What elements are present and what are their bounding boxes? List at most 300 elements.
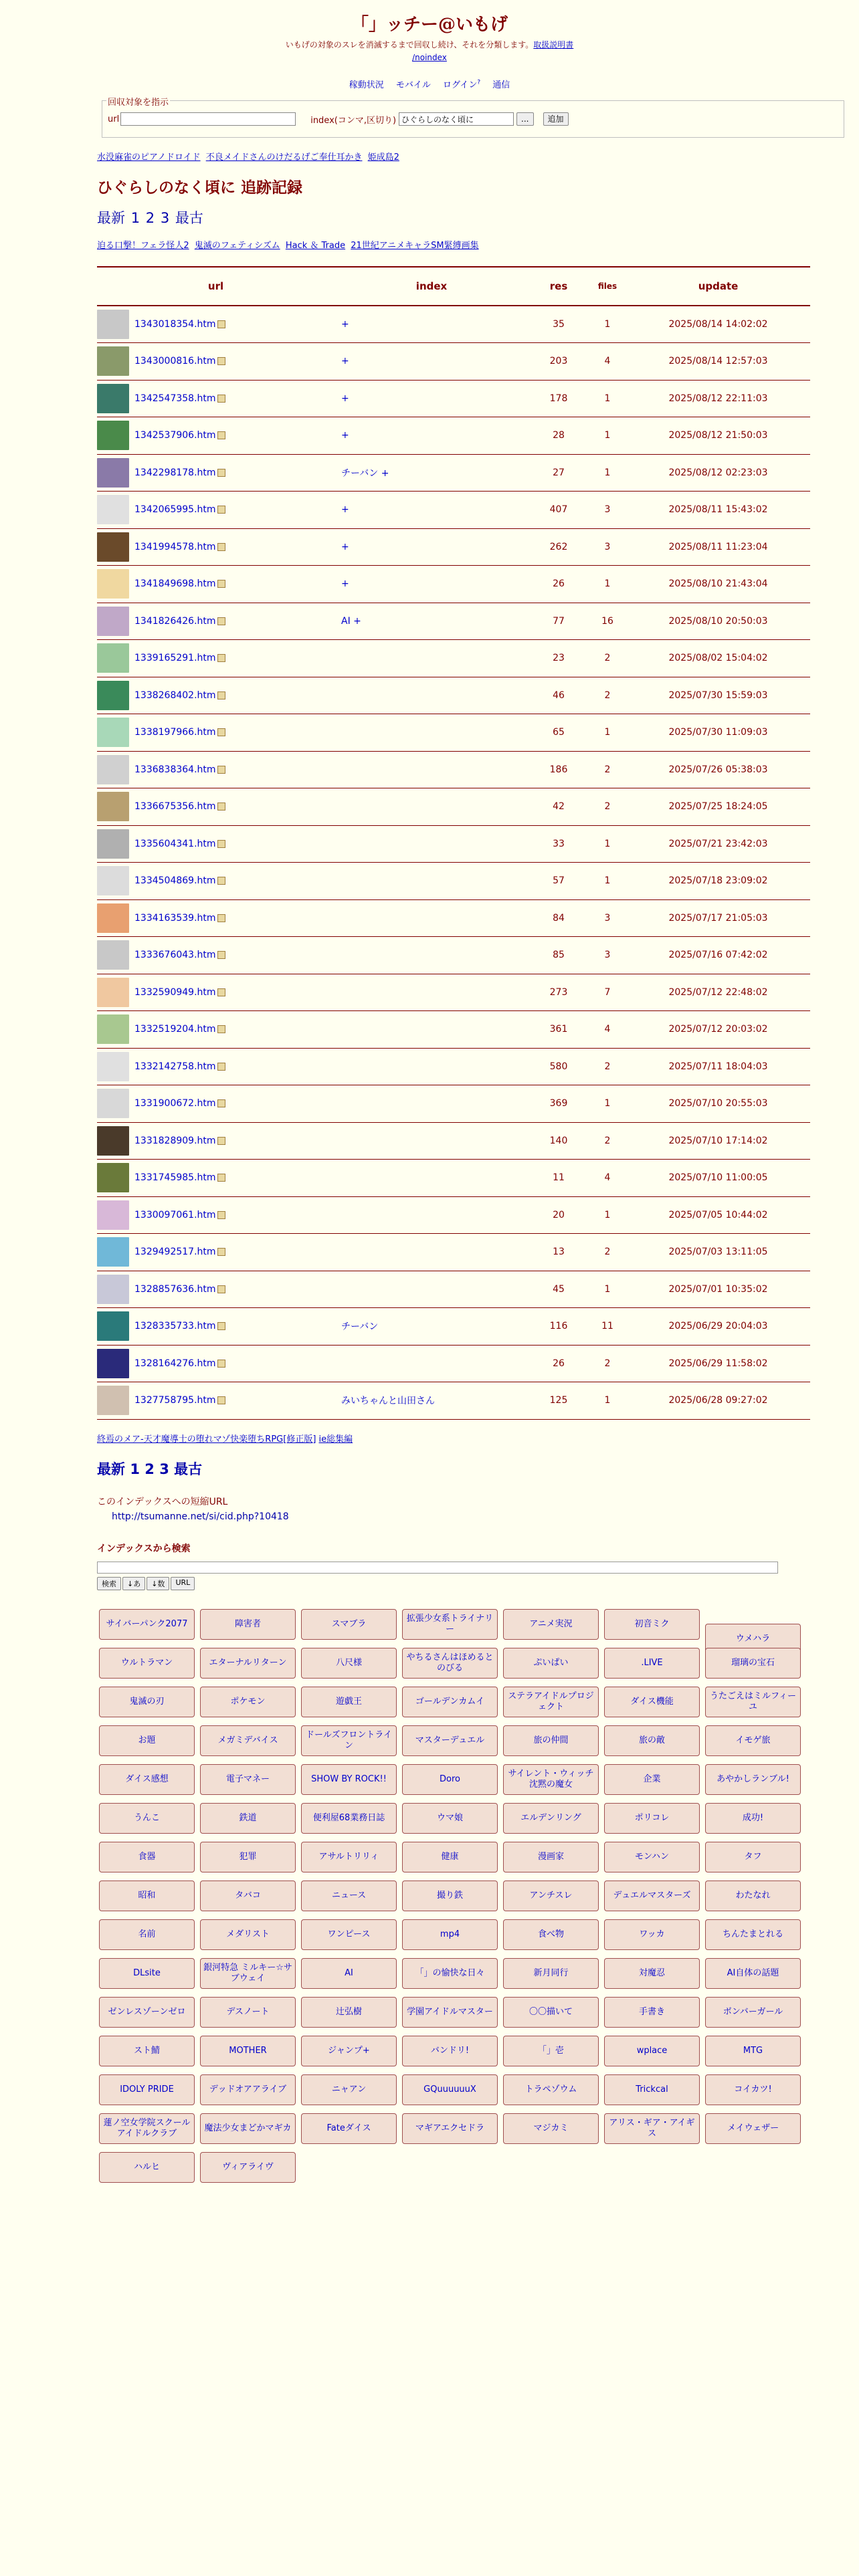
bottom-link[interactable]: 終焉のメア-天才魔導士の堕れマゾ快楽堕ちRPG[修正版] <box>97 1434 316 1444</box>
thread-thumbnail[interactable] <box>97 903 129 933</box>
cell-url <box>97 937 335 974</box>
index-tag-button[interactable]: メガミデバイス <box>200 1725 296 1756</box>
index-tag-button[interactable]: デュエルマスターズ <box>604 1881 700 1911</box>
thread-link[interactable]: 1341849698.htm <box>134 578 216 590</box>
cell-res: 20 <box>529 1196 589 1234</box>
table-row <box>97 899 810 937</box>
tag-link[interactable]: Hack ＆ Trade <box>285 241 346 251</box>
table-body <box>97 306 810 1419</box>
thread-thumbnail[interactable] <box>97 1200 129 1230</box>
archive-icon[interactable] <box>217 1025 225 1033</box>
index-tag-button[interactable]: 蓮ノ空女学院スクールアイドルクラブ <box>99 2113 195 2144</box>
tag-link[interactable]: 迫る口撃！フェラ怪人2 <box>97 241 189 251</box>
index-tag-button[interactable]: 旅の敵 <box>604 1725 700 1756</box>
cell-url <box>97 1011 335 1049</box>
cell-index[interactable] <box>335 1345 529 1382</box>
index-tag-button[interactable]: ワンピース <box>301 1919 397 1950</box>
thread-link[interactable]: 1328335733.htm <box>134 1321 216 1332</box>
thread-link[interactable]: 1336838364.htm <box>134 764 216 775</box>
archive-icon[interactable] <box>217 357 225 365</box>
index-tag-button[interactable]: 昭和 <box>99 1881 195 1911</box>
pager-latest-label: 最新 <box>97 1461 125 1477</box>
nav-login[interactable] <box>443 80 480 90</box>
thread-thumbnail[interactable] <box>97 1237 129 1267</box>
cell-index[interactable]: チーバン <box>335 1308 529 1346</box>
index-tag-button[interactable]: デッドオアアライブ <box>200 2074 296 2105</box>
index-tag-button[interactable]: スト鯖 <box>99 2036 195 2066</box>
index-tag-button[interactable]: ポケモン <box>200 1687 296 1717</box>
thread-link[interactable]: 1334163539.htm <box>134 912 216 924</box>
index-tag-button[interactable]: 手書き <box>604 1997 700 2028</box>
index-tag-button[interactable]: Fateダイス <box>301 2113 397 2144</box>
thread-thumbnail[interactable] <box>97 829 129 859</box>
index-tag-button[interactable]: コイカツ! <box>705 2074 801 2105</box>
cell-index[interactable] <box>335 825 529 863</box>
thread-link[interactable]: 1333676043.htm <box>134 950 216 961</box>
add-button[interactable]: 追加 <box>543 112 569 126</box>
nav-login-label: ログイン <box>443 80 478 90</box>
archive-icon[interactable] <box>217 802 225 811</box>
index-tag-button[interactable]: MOTHER <box>200 2036 296 2066</box>
thread-thumbnail[interactable] <box>97 643 129 673</box>
thread-thumbnail[interactable] <box>97 1386 129 1415</box>
index-tag-button[interactable]: 漫画家 <box>503 1842 599 1872</box>
index-tag-button[interactable]: 電子マネー <box>200 1764 296 1795</box>
archive-icon[interactable] <box>217 1360 225 1368</box>
index-tag-button[interactable]: 食器 <box>99 1842 195 1872</box>
archive-icon[interactable] <box>217 617 225 625</box>
cell-index[interactable] <box>335 937 529 974</box>
cell-index[interactable]: + <box>335 380 529 417</box>
index-tag-button[interactable]: アサルトリリィ <box>301 1842 397 1872</box>
thread-link[interactable]: 1329492517.htm <box>134 1247 216 1258</box>
cell-index[interactable] <box>335 677 529 714</box>
archive-icon[interactable] <box>217 728 225 736</box>
archive-icon[interactable] <box>217 1063 225 1071</box>
index-tag-button[interactable]: お題 <box>99 1725 195 1756</box>
index-tag-button[interactable]: 拡張少女系トライナリー <box>402 1609 498 1640</box>
cell-res: 85 <box>529 937 589 974</box>
thread-link[interactable]: 1342537906.htm <box>134 430 216 441</box>
thread-link[interactable]: 1331900672.htm <box>134 1098 216 1109</box>
thread-thumbnail[interactable] <box>97 569 129 599</box>
index-tag-button[interactable]: ウメハラ <box>705 1624 801 1654</box>
cell-index[interactable]: チーバン + <box>335 454 529 492</box>
index-tag-button[interactable]: GQuuuuuuX <box>402 2074 498 2105</box>
sort-count-button[interactable]: ↓数 <box>147 1577 169 1590</box>
index-tag-button[interactable]: 辻弘樹 <box>301 1997 397 2028</box>
index-tag-button[interactable]: Trickcal <box>604 2074 700 2105</box>
index-tag-button[interactable]: デスノート <box>200 1997 296 2028</box>
cell-files: 1 <box>589 306 626 343</box>
thread-thumbnail[interactable] <box>97 384 129 413</box>
cell-files: 11 <box>589 1308 626 1346</box>
archive-icon[interactable] <box>217 469 225 477</box>
manual-link[interactable]: 取扱説明書 <box>533 40 574 49</box>
cell-index[interactable] <box>335 1085 529 1123</box>
thread-link[interactable]: 1341826426.htm <box>134 615 216 627</box>
table-row <box>97 863 810 900</box>
pager-link-3[interactable]: 3 <box>160 210 170 226</box>
cell-index[interactable]: + <box>335 492 529 529</box>
thread-link[interactable]: 1331745985.htm <box>134 1172 216 1184</box>
tag-link[interactable]: 鬼滅のフェティシズム <box>194 241 280 251</box>
index-tag-button[interactable]: ウマ娘 <box>402 1803 498 1834</box>
index-tag-button[interactable]: マギアエクセドラ <box>402 2113 498 2144</box>
index-tag-button[interactable]: 〇〇描いて <box>503 1997 599 2028</box>
index-tag-button[interactable]: 遊戯王 <box>301 1687 397 1717</box>
archive-icon[interactable] <box>217 431 225 439</box>
index-tag-button[interactable]: AI <box>301 1958 397 1989</box>
thread-table <box>97 266 810 1420</box>
index-tag-button[interactable]: 鉄道 <box>200 1803 296 1834</box>
index-tag-button[interactable]: ステラアイドルプロジェクト <box>503 1687 599 1717</box>
index-tag-button[interactable]: ポリコレ <box>604 1803 700 1834</box>
thread-thumbnail[interactable] <box>97 1275 129 1304</box>
index-tag-button[interactable]: アンチスレ <box>503 1881 599 1911</box>
index-tag-button[interactable]: mp4 <box>402 1919 498 1950</box>
index-tag-button[interactable]: 便利屋68業務日誌 <box>301 1803 397 1834</box>
index-search-input[interactable] <box>97 1562 778 1574</box>
cell-index[interactable]: + <box>335 528 529 566</box>
thread-thumbnail[interactable] <box>97 792 129 821</box>
thread-link[interactable]: 1334504869.htm <box>134 875 216 887</box>
index-tag-button[interactable]: タバコ <box>200 1881 296 1911</box>
archive-icon[interactable] <box>217 580 225 588</box>
cell-index[interactable] <box>335 1196 529 1234</box>
index-tag-button[interactable]: エターナルリターン <box>200 1648 296 1679</box>
cell-index[interactable] <box>335 1271 529 1308</box>
thread-thumbnail[interactable] <box>97 458 129 488</box>
thread-link[interactable]: 1339165291.htm <box>134 653 216 664</box>
thread-thumbnail[interactable] <box>97 681 129 710</box>
index-tag-button[interactable]: ハルヒ <box>99 2152 195 2183</box>
thread-thumbnail[interactable] <box>97 310 129 339</box>
cell-index[interactable]: + <box>335 306 529 343</box>
index-tag-button[interactable]: 魔法少女まどかマギカ <box>200 2113 296 2144</box>
thread-link[interactable]: 1331828909.htm <box>134 1135 216 1146</box>
site-tagline <box>0 39 859 51</box>
index-tag-button[interactable]: マジカミ <box>503 2113 599 2144</box>
cell-index[interactable] <box>335 1011 529 1049</box>
thread-thumbnail[interactable] <box>97 421 129 450</box>
index-tag-button[interactable]: 鬼滅の刃 <box>99 1687 195 1717</box>
url-input[interactable] <box>120 112 296 126</box>
sort-kana-button[interactable]: ↓あ <box>122 1577 145 1590</box>
cell-index[interactable] <box>335 1122 529 1160</box>
index-tag-button[interactable]: うんこ <box>99 1803 195 1834</box>
index-tag-button[interactable]: 八尺様 <box>301 1648 397 1679</box>
thread-thumbnail[interactable] <box>97 1052 129 1081</box>
cell-update: 2025/06/28 09:27:02 <box>626 1382 810 1420</box>
index-tag-button[interactable]: MTG <box>705 2036 801 2066</box>
cell-files: 2 <box>589 788 626 826</box>
thread-link[interactable]: 1332590949.htm <box>134 986 216 998</box>
cell-update: 2025/08/14 14:02:02 <box>626 306 810 343</box>
index-tag-button[interactable]: スマブラ <box>301 1609 397 1640</box>
index-tag-button[interactable]: 銀河特急 ミルキー☆サブウェイ <box>200 1958 296 1989</box>
nav-mobile[interactable]: モバイル <box>395 80 431 90</box>
index-tag-button[interactable]: ニュース <box>301 1881 397 1911</box>
index-tag-button[interactable]: 学園アイドルマスター <box>402 1997 498 2028</box>
archive-icon[interactable] <box>217 951 225 959</box>
index-tag-button[interactable]: やちるさんはほめるとのびる <box>402 1648 498 1679</box>
short-url-value[interactable]: http://tsumanne.net/si/cid.php?10418 <box>112 1511 289 1522</box>
cell-files: 1 <box>589 1271 626 1308</box>
index-tag-button[interactable]: ウルトラマン <box>99 1648 195 1679</box>
cell-index[interactable] <box>335 788 529 826</box>
cell-url <box>97 1085 335 1123</box>
cell-update: 2025/07/30 11:09:03 <box>626 714 810 752</box>
bottom-link[interactable]: ie総集編 <box>318 1434 353 1444</box>
thread-link[interactable]: 1336675356.htm <box>134 801 216 813</box>
archive-icon[interactable] <box>217 691 225 700</box>
cell-index[interactable] <box>335 1234 529 1271</box>
cell-index[interactable]: + <box>335 343 529 381</box>
collect-form <box>102 100 844 138</box>
pager-link-2[interactable]: 2 <box>145 1461 155 1477</box>
index-tag-button[interactable]: 初音ミク <box>604 1609 700 1640</box>
index-tag-button[interactable]: 食べ物 <box>503 1919 599 1950</box>
index-tag-button[interactable]: ヴィアライヴ <box>200 2152 296 2183</box>
thread-link[interactable]: 1342065995.htm <box>134 504 216 516</box>
index-tag-button[interactable]: 対魔忍 <box>604 1958 700 1989</box>
cell-files: 4 <box>589 343 626 381</box>
index-tag-button[interactable]: あやかしランブル! <box>705 1764 801 1795</box>
cell-files: 1 <box>589 417 626 455</box>
index-tag-button[interactable]: 成功! <box>705 1803 801 1834</box>
cell-update: 2025/08/12 02:23:03 <box>626 454 810 492</box>
index-picker-button[interactable]: ... <box>516 112 533 126</box>
index-tag-button[interactable]: wplace <box>604 2036 700 2066</box>
archive-icon[interactable] <box>217 543 225 551</box>
index-tag-button[interactable]: 企業 <box>604 1764 700 1795</box>
thread-link[interactable]: 1338268402.htm <box>134 689 216 701</box>
archive-icon[interactable] <box>217 1396 225 1404</box>
index-tag-button[interactable]: ゴールデンカムイ <box>402 1687 498 1717</box>
cell-res: 125 <box>529 1382 589 1420</box>
index-tag-button[interactable]: バンドリ! <box>402 2036 498 2066</box>
archive-icon[interactable] <box>217 766 225 774</box>
archive-icon[interactable] <box>217 1322 225 1330</box>
thread-thumbnail[interactable] <box>97 607 129 636</box>
cell-update: 2025/06/29 20:04:03 <box>626 1308 810 1346</box>
thread-link[interactable]: 1328164276.htm <box>134 1358 216 1369</box>
index-tag-button[interactable]: うたごえはミルフィーユ <box>705 1687 801 1717</box>
archive-icon[interactable] <box>217 1137 225 1145</box>
archive-icon[interactable] <box>217 1099 225 1107</box>
thread-thumbnail[interactable] <box>97 866 129 895</box>
index-tag-button[interactable]: ドールズフロントライン <box>301 1725 397 1756</box>
related-link[interactable]: 姫成島2 <box>367 152 399 163</box>
nav-status[interactable]: 稼動状況 <box>349 80 384 90</box>
index-tag-button[interactable]: タフ <box>705 1842 801 1872</box>
thread-thumbnail[interactable] <box>97 532 129 562</box>
archive-icon[interactable] <box>217 320 225 328</box>
thread-thumbnail[interactable] <box>97 755 129 784</box>
index-tag-button[interactable]: アリス・ギア・アイギス <box>604 2113 700 2144</box>
pager-link-2[interactable]: 2 <box>145 210 155 226</box>
cell-res: 27 <box>529 454 589 492</box>
index-input[interactable] <box>399 112 514 126</box>
related-link[interactable]: 不良メイドさんのけだるげご奉仕耳かき <box>205 152 363 163</box>
index-tag-button[interactable]: 名前 <box>99 1919 195 1950</box>
cell-index[interactable] <box>335 974 529 1011</box>
index-tag-button[interactable]: トラペゾウム <box>503 2074 599 2105</box>
archive-icon[interactable] <box>217 988 225 996</box>
thread-thumbnail[interactable] <box>97 1014 129 1044</box>
related-link[interactable]: 水没麻雀のピアノドロイド <box>97 152 201 163</box>
archive-icon[interactable] <box>217 1174 225 1182</box>
cell-url <box>97 1308 335 1346</box>
index-tag-button[interactable]: ワッカ <box>604 1919 700 1950</box>
index-tag-button[interactable]: モンハン <box>604 1842 700 1872</box>
index-tag-button[interactable]: ダイス感想 <box>99 1764 195 1795</box>
table-row <box>97 714 810 752</box>
index-tag-button[interactable]: エルデンリング <box>503 1803 599 1834</box>
index-tag-button[interactable]: メダリスト <box>200 1919 296 1950</box>
index-tag-button[interactable]: AI自体の話題 <box>705 1958 801 1989</box>
nav-comm[interactable]: 通信 <box>492 80 510 90</box>
index-tag-button[interactable]: ゼンレスゾーンゼロ <box>99 1997 195 2028</box>
index-tag-button[interactable]: .LIVE <box>604 1648 700 1679</box>
cell-url <box>97 825 335 863</box>
cell-update: 2025/08/02 15:04:02 <box>626 640 810 677</box>
cell-index[interactable] <box>335 899 529 937</box>
sort-url-button[interactable]: URL <box>171 1577 195 1590</box>
index-tag-button[interactable]: 瑠璃の宝石 <box>705 1648 801 1679</box>
cell-index[interactable] <box>335 1160 529 1197</box>
thread-thumbnail[interactable] <box>97 495 129 524</box>
cell-url <box>97 1196 335 1234</box>
archive-icon[interactable] <box>217 1211 225 1219</box>
search-button[interactable]: 検索 <box>97 1577 121 1590</box>
archive-icon[interactable] <box>217 914 225 922</box>
thread-thumbnail[interactable] <box>97 1089 129 1118</box>
index-tag-button[interactable]: Doro <box>402 1764 498 1795</box>
index-tag-button[interactable]: ダイス機能 <box>604 1687 700 1717</box>
cell-url <box>97 974 335 1011</box>
thread-link[interactable]: 1327758795.htm <box>134 1395 216 1406</box>
thread-link[interactable]: 1342298178.htm <box>134 467 216 478</box>
index-tag-button[interactable]: アニメ実況 <box>503 1609 599 1640</box>
thread-thumbnail[interactable] <box>97 1163 129 1192</box>
table-row <box>97 492 810 529</box>
search-title: インデックスから検索 <box>97 1543 191 1554</box>
cell-res: 361 <box>529 1011 589 1049</box>
archive-icon[interactable] <box>217 1248 225 1256</box>
cell-index[interactable]: みいちゃんと山田さん <box>335 1382 529 1420</box>
index-tag-button[interactable]: 新月同行 <box>503 1958 599 1989</box>
archive-icon[interactable] <box>217 840 225 848</box>
index-tag-button[interactable]: イモゲ旅 <box>705 1725 801 1756</box>
cell-res: 26 <box>529 1345 589 1382</box>
cell-update: 2025/07/10 11:00:05 <box>626 1160 810 1197</box>
index-tag-button[interactable]: サイバーパンク2077 <box>99 1609 195 1640</box>
col-url: url <box>97 267 335 306</box>
archive-icon[interactable] <box>217 506 225 514</box>
index-tag-button[interactable]: ぷいぱい <box>503 1648 599 1679</box>
cell-files: 1 <box>589 1085 626 1123</box>
index-tag-button[interactable]: SHOW BY ROCK!! <box>301 1764 397 1795</box>
cell-index[interactable]: + <box>335 566 529 603</box>
thread-link[interactable]: 1330097061.htm <box>134 1209 216 1220</box>
page-title: ひぐらしのなく頃に 追跡記録 <box>97 179 303 197</box>
cell-files: 7 <box>589 974 626 1011</box>
cell-index[interactable] <box>335 751 529 788</box>
index-tag-button[interactable]: 「」の愉快な日々 <box>402 1958 498 1989</box>
pager-link-1[interactable]: 1 <box>130 210 140 226</box>
tag-link[interactable]: 21世紀アニメキャラSM緊縛画集 <box>351 241 479 251</box>
archive-icon[interactable] <box>217 1285 225 1293</box>
cell-index[interactable]: AI + <box>335 603 529 640</box>
archive-icon[interactable] <box>217 654 225 662</box>
index-tag-button[interactable]: ボンバーガール <box>705 1997 801 2028</box>
thread-link[interactable]: 1343018354.htm <box>134 319 216 330</box>
index-tag-button[interactable]: サイレント・ウィッチ 沈黙の魔女 <box>503 1764 599 1795</box>
index-tag-button[interactable]: ニャアン <box>301 2074 397 2105</box>
archive-icon[interactable] <box>217 395 225 403</box>
index-tag-button[interactable]: 撮り鉄 <box>402 1881 498 1911</box>
cell-update: 2025/07/25 18:24:05 <box>626 788 810 826</box>
thread-thumbnail[interactable] <box>97 1311 129 1341</box>
thread-link[interactable]: 1338197966.htm <box>134 727 216 738</box>
thread-link[interactable]: 1341994578.htm <box>134 541 216 552</box>
index-tag-button[interactable]: マスターデュエル <box>402 1725 498 1756</box>
thread-thumbnail[interactable] <box>97 978 129 1007</box>
index-tag-button[interactable]: IDOLY PRIDE <box>99 2074 195 2105</box>
cell-index[interactable] <box>335 1048 529 1085</box>
cell-url <box>97 1048 335 1085</box>
pager-link-oldest[interactable]: 最古 <box>174 1461 203 1477</box>
pager-link-3[interactable]: 3 <box>159 1461 169 1477</box>
cell-res: 45 <box>529 1271 589 1308</box>
index-tag-button[interactable]: 健康 <box>402 1842 498 1872</box>
index-tag-button[interactable]: 犯罪 <box>200 1842 296 1872</box>
thread-link[interactable]: 1342547358.htm <box>134 393 216 404</box>
pager-link-oldest[interactable]: 最古 <box>175 210 203 226</box>
thread-link[interactable]: 1335604341.htm <box>134 838 216 849</box>
thread-link[interactable]: 1332519204.htm <box>134 1024 216 1035</box>
index-tag-button[interactable]: DLsite <box>99 1958 195 1989</box>
index-tag-button[interactable]: ちんたまとれる <box>705 1919 801 1950</box>
cell-index[interactable] <box>335 640 529 677</box>
thread-link[interactable]: 1328857636.htm <box>134 1283 216 1295</box>
cell-files: 2 <box>589 1234 626 1271</box>
thread-thumbnail[interactable] <box>97 940 129 970</box>
cell-files: 3 <box>589 899 626 937</box>
index-tag-button[interactable]: メイウェザー <box>705 2113 801 2144</box>
index-tag-button[interactable]: 障害者 <box>200 1609 296 1640</box>
cell-index[interactable] <box>335 714 529 752</box>
pager-link-1[interactable]: 1 <box>130 1461 140 1477</box>
cell-index[interactable]: + <box>335 417 529 455</box>
thread-thumbnail[interactable] <box>97 718 129 747</box>
index-tag-button[interactable]: 「」壱 <box>503 2036 599 2066</box>
cell-url <box>97 380 335 417</box>
index-tag-button[interactable]: わたなれ <box>705 1881 801 1911</box>
archive-icon[interactable] <box>217 877 225 885</box>
index-tag-button[interactable]: 旅の仲間 <box>503 1725 599 1756</box>
thread-thumbnail[interactable] <box>97 1126 129 1156</box>
index-tag-button[interactable]: ジャンプ+ <box>301 2036 397 2066</box>
cell-index[interactable] <box>335 863 529 900</box>
thread-thumbnail[interactable] <box>97 1349 129 1378</box>
thread-link[interactable]: 1332142758.htm <box>134 1061 216 1072</box>
thread-thumbnail[interactable] <box>97 346 129 376</box>
thread-link[interactable]: 1343000816.htm <box>134 356 216 367</box>
noindex-link[interactable]: /noindex <box>412 53 447 62</box>
